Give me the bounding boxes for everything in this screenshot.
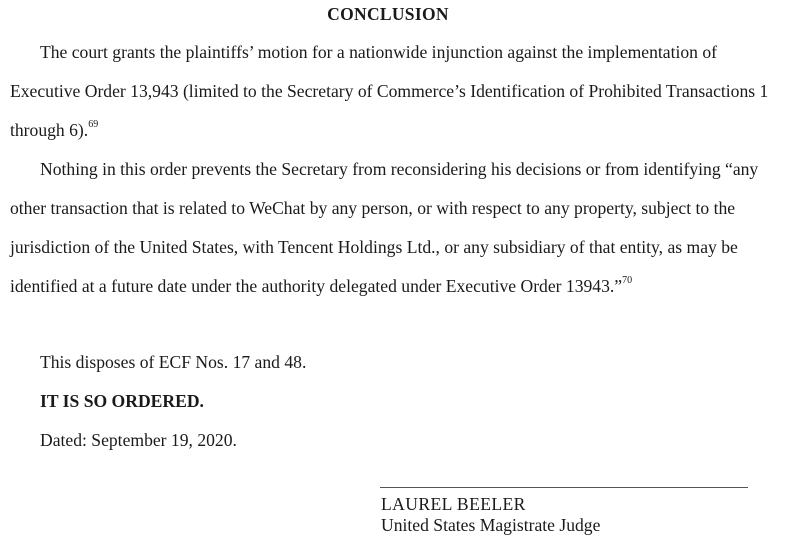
paragraph-reconsideration-text: Nothing in this order prevents the Secretary from reconsidering his decisions or from identifying “any other transaction that is related to WeChat by any person, or with respect to any property, subject to the jurisdiction of the United States, with Tencent Holdings Ltd., or any subsidiary of that entity, as may be identified at a future date under the authority delegated under Executive Order 13943.” [10,159,759,296]
section-heading: CONCLUSION [327,4,449,24]
paragraph-injunction-text: The court grants the plaintiffs’ motion for a nationwide injunction against the implementation of Executive Order 13,943 (limited to the Secretary of Commerce’s Identification of Prohibited Transactions 1 through 6). [10,42,769,140]
paragraph-disposition: This disposes of ECF Nos. 17 and 48. [40,352,307,372]
judge-name: LAUREL BEELER [381,494,526,514]
judge-title: United States Magistrate Judge [381,515,601,535]
footnote-ref-69[interactable]: 69 [88,119,99,131]
footnote-ref-70[interactable]: 70 [622,275,633,287]
signature-line [380,487,748,488]
date-line: Dated: September 19, 2020. [40,430,237,450]
paragraph-reconsideration [10,150,780,306]
paragraph-injunction [10,33,780,150]
order-statement: IT IS SO ORDERED. [40,391,204,411]
